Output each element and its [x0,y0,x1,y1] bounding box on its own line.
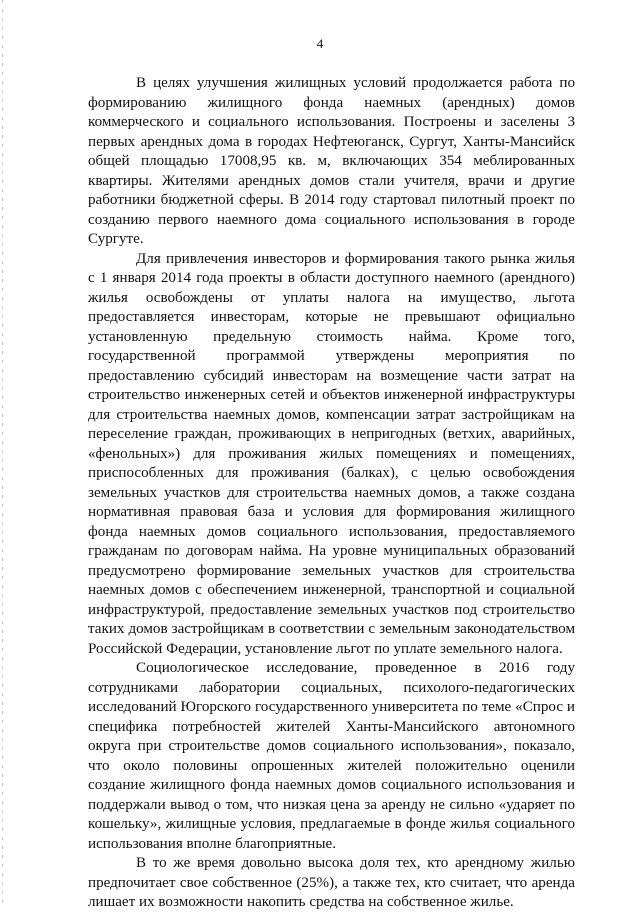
scan-edge-line [2,0,3,905]
page-number: 4 [316,36,324,51]
document-body [88,74,575,913]
paragraph-rental-housing: В целях улучшения жилищных условий продолжается работа по формированию жилищного фонда наемных (арендных) домов коммерческого и социального использования. Построены и заселены 3 первых арендных дома в городах Нефтеюганск, Сургут, Ханты-Мансийск общей площадью 17008,95 кв. м, включающих 354 меблированных квартиры. Жителями арендных домов стали учителя, врачи и другие работники бюджетной сферы. В 2014 году стартовал пилотный проект по созданию первого наемного дома социального использования в городе Сургуте. [88,75,575,247]
paragraph-investor-incentives: Для привлечения инвесторов и формирования такого рынка жилья с 1 января 2014 года проекты в области доступного наемного (арендного) жилья освобождены от уплаты налога на имущество, льгота предоставляется инвесторам, которые не превышают официально установленную предельную стоимость найма. Кроме того, государственной программой утверждены мероприятия по предоставлению субсидий инвесторам на возмещение части затрат на строительство инженерных сетей и объектов инженерной инфраструктуры для строительства наемных домов, компенсации затрат застройщикам на переселение граждан, проживающих в непригодных (ветхих, аварийных, «фенольных») для проживания жилых помещениях и помещениях, приспособленных для проживания (балках), с целью освобождения земельных участков для строительства наемных домов, а также создана нормативная правовая база и условия для формирования жилищного фонда наемных домов социального использования, предоставляемого гражданам по договорам найма. На уровне муниципальных образований предусмотрено формирование земельных участков для строительства наемных домов с обеспечением инженерной, транспортной и социальной инфраструктурой, предоставление земельных участков под строительство таких домов застройщикам в соответствии с земельным законодательством Российской Федерации, установление льгот по уплате земельного налога. [88,250,575,657]
paragraph-ownership-preference: В то же время довольно высока доля тех, кто арендному жилью предпочитает свое собственное (25%), а также тех, кто считает, что аренда лишает их возможности накопить средства на собственное жилье. [88,855,575,910]
paragraph-sociological-study: Социологическое исследование, проведенное в 2016 году сотрудниками лаборатории социальных, психолого-педагогических исследований Югорского государственного университета по теме «Спрос и специфика потребностей жителей Ханты-Мансийского автономного округа при строительстве домов социального использования», показало, что около половины опрошенных жителей положительно оценили создание жилищного фонда наемных домов социального использования и поддержали вывод о том, что низкая цена за аренду не сильно «ударяет по кошельку», жилищные условия, предлагаемые в фонде жилья социального использования вполне благоприятные. [88,660,575,852]
